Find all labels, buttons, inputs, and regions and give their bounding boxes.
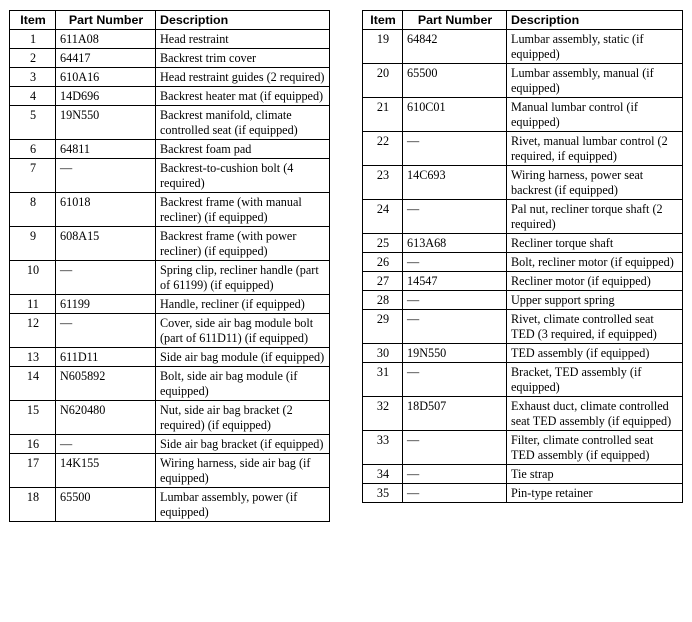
item-number: 24 <box>363 200 403 234</box>
table-row <box>363 234 683 253</box>
part-description: Rivet, manual lumbar control (2 required, if equipped) <box>507 132 683 166</box>
table-row <box>363 310 683 344</box>
table-row <box>10 193 330 227</box>
part-number: — <box>56 261 156 295</box>
part-number: 61199 <box>56 295 156 314</box>
part-description: Pin-type retainer <box>507 484 683 503</box>
part-description: Wiring harness, power seat backrest (if equipped) <box>507 166 683 200</box>
item-number: 5 <box>10 106 56 140</box>
part-number: 61018 <box>56 193 156 227</box>
table-row <box>363 397 683 431</box>
item-number: 19 <box>363 30 403 64</box>
table-row <box>363 98 683 132</box>
item-number: 28 <box>363 291 403 310</box>
item-number: 29 <box>363 310 403 344</box>
table-row <box>363 272 683 291</box>
parts-table-left <box>9 10 330 522</box>
item-number: 25 <box>363 234 403 253</box>
part-number: — <box>403 431 507 465</box>
item-number: 21 <box>363 98 403 132</box>
part-description: Bracket, TED assembly (if equipped) <box>507 363 683 397</box>
part-description: Bolt, recliner motor (if equipped) <box>507 253 683 272</box>
table-row <box>363 166 683 200</box>
table-row <box>363 291 683 310</box>
header-item: Item <box>363 11 403 30</box>
table-row <box>363 132 683 166</box>
header-part-number: Part Number <box>56 11 156 30</box>
part-description: Wiring harness, side air bag (if equipped) <box>156 454 330 488</box>
parts-table-right-body <box>363 30 683 503</box>
table-row <box>10 314 330 348</box>
part-description: Exhaust duct, climate controlled seat TED assembly (if equipped) <box>507 397 683 431</box>
table-header-row <box>363 11 683 30</box>
part-description: Pal nut, recliner torque shaft (2 required) <box>507 200 683 234</box>
part-description: Recliner motor (if equipped) <box>507 272 683 291</box>
part-description: Handle, recliner (if equipped) <box>156 295 330 314</box>
item-number: 32 <box>363 397 403 431</box>
table-row <box>10 49 330 68</box>
item-number: 16 <box>10 435 56 454</box>
item-number: 1 <box>10 30 56 49</box>
part-number: 19N550 <box>56 106 156 140</box>
part-description: Rivet, climate controlled seat TED (3 required, if equipped) <box>507 310 683 344</box>
table-row <box>363 484 683 503</box>
table-row <box>10 261 330 295</box>
item-number: 33 <box>363 431 403 465</box>
part-description: Nut, side air bag bracket (2 required) (if equipped) <box>156 401 330 435</box>
part-number: 14K155 <box>56 454 156 488</box>
part-number: 65500 <box>403 64 507 98</box>
table-row <box>363 253 683 272</box>
header-part-number: Part Number <box>403 11 507 30</box>
item-number: 6 <box>10 140 56 159</box>
table-row <box>10 367 330 401</box>
table-row <box>363 465 683 484</box>
part-description: Filter, climate controlled seat TED assembly (if equipped) <box>507 431 683 465</box>
parts-table-right <box>362 10 683 503</box>
table-row <box>363 200 683 234</box>
table-row <box>363 363 683 397</box>
part-description: Backrest-to-cushion bolt (4 required) <box>156 159 330 193</box>
part-number: — <box>56 159 156 193</box>
part-description: Backrest frame (with manual recliner) (if equipped) <box>156 193 330 227</box>
item-number: 8 <box>10 193 56 227</box>
part-number: 610C01 <box>403 98 507 132</box>
table-row <box>363 431 683 465</box>
item-number: 23 <box>363 166 403 200</box>
table-row <box>10 30 330 49</box>
part-number: 14C693 <box>403 166 507 200</box>
header-item: Item <box>10 11 56 30</box>
part-number: 14547 <box>403 272 507 291</box>
part-number: 14D696 <box>56 87 156 106</box>
header-description: Description <box>507 11 683 30</box>
part-number: 608A15 <box>56 227 156 261</box>
item-number: 31 <box>363 363 403 397</box>
item-number: 7 <box>10 159 56 193</box>
part-number: 611A08 <box>56 30 156 49</box>
table-row <box>363 344 683 363</box>
item-number: 14 <box>10 367 56 401</box>
part-description: Recliner torque shaft <box>507 234 683 253</box>
part-number: — <box>403 465 507 484</box>
part-description: Lumbar assembly, manual (if equipped) <box>507 64 683 98</box>
table-row <box>10 435 330 454</box>
part-description: Side air bag bracket (if equipped) <box>156 435 330 454</box>
part-number: — <box>403 363 507 397</box>
part-description: Backrest heater mat (if equipped) <box>156 87 330 106</box>
part-description: Head restraint <box>156 30 330 49</box>
item-number: 11 <box>10 295 56 314</box>
part-number: 65500 <box>56 488 156 522</box>
part-description: Lumbar assembly, static (if equipped) <box>507 30 683 64</box>
item-number: 35 <box>363 484 403 503</box>
part-description: Backrest manifold, climate controlled seat (if equipped) <box>156 106 330 140</box>
header-description: Description <box>156 11 330 30</box>
part-number: — <box>403 291 507 310</box>
part-number: N605892 <box>56 367 156 401</box>
item-number: 17 <box>10 454 56 488</box>
part-number: — <box>56 435 156 454</box>
part-number: — <box>56 314 156 348</box>
part-description: Head restraint guides (2 required) <box>156 68 330 87</box>
item-number: 26 <box>363 253 403 272</box>
table-row <box>10 488 330 522</box>
part-number: 611D11 <box>56 348 156 367</box>
part-number: N620480 <box>56 401 156 435</box>
parts-table-left-body <box>10 30 330 522</box>
part-description: TED assembly (if equipped) <box>507 344 683 363</box>
part-description: Bolt, side air bag module (if equipped) <box>156 367 330 401</box>
item-number: 2 <box>10 49 56 68</box>
part-number: 610A16 <box>56 68 156 87</box>
item-number: 34 <box>363 465 403 484</box>
item-number: 27 <box>363 272 403 291</box>
part-number: 64842 <box>403 30 507 64</box>
part-description: Lumbar assembly, power (if equipped) <box>156 488 330 522</box>
table-row <box>10 68 330 87</box>
table-row <box>10 159 330 193</box>
item-number: 22 <box>363 132 403 166</box>
part-description: Backrest trim cover <box>156 49 330 68</box>
part-description: Tie strap <box>507 465 683 484</box>
item-number: 15 <box>10 401 56 435</box>
part-number: 64417 <box>56 49 156 68</box>
part-number: — <box>403 132 507 166</box>
item-number: 4 <box>10 87 56 106</box>
table-row <box>10 140 330 159</box>
part-number: 18D507 <box>403 397 507 431</box>
item-number: 10 <box>10 261 56 295</box>
table-row <box>363 30 683 64</box>
part-number: 19N550 <box>403 344 507 363</box>
item-number: 12 <box>10 314 56 348</box>
table-row <box>10 295 330 314</box>
table-row <box>10 87 330 106</box>
part-description: Cover, side air bag module bolt (part of 611D11) (if equipped) <box>156 314 330 348</box>
table-header-row <box>10 11 330 30</box>
part-description: Manual lumbar control (if equipped) <box>507 98 683 132</box>
table-row <box>10 348 330 367</box>
part-number: — <box>403 484 507 503</box>
part-description: Backrest frame (with power recliner) (if equipped) <box>156 227 330 261</box>
table-row <box>363 64 683 98</box>
table-row <box>10 401 330 435</box>
item-number: 9 <box>10 227 56 261</box>
table-row <box>10 454 330 488</box>
part-number: — <box>403 253 507 272</box>
table-row <box>10 227 330 261</box>
part-number: — <box>403 200 507 234</box>
part-description: Side air bag module (if equipped) <box>156 348 330 367</box>
part-description: Spring clip, recliner handle (part of 61199) (if equipped) <box>156 261 330 295</box>
part-description: Backrest foam pad <box>156 140 330 159</box>
table-row <box>10 106 330 140</box>
part-number: — <box>403 310 507 344</box>
part-description: Upper support spring <box>507 291 683 310</box>
item-number: 3 <box>10 68 56 87</box>
item-number: 20 <box>363 64 403 98</box>
item-number: 13 <box>10 348 56 367</box>
item-number: 30 <box>363 344 403 363</box>
part-number: 64811 <box>56 140 156 159</box>
item-number: 18 <box>10 488 56 522</box>
part-number: 613A68 <box>403 234 507 253</box>
